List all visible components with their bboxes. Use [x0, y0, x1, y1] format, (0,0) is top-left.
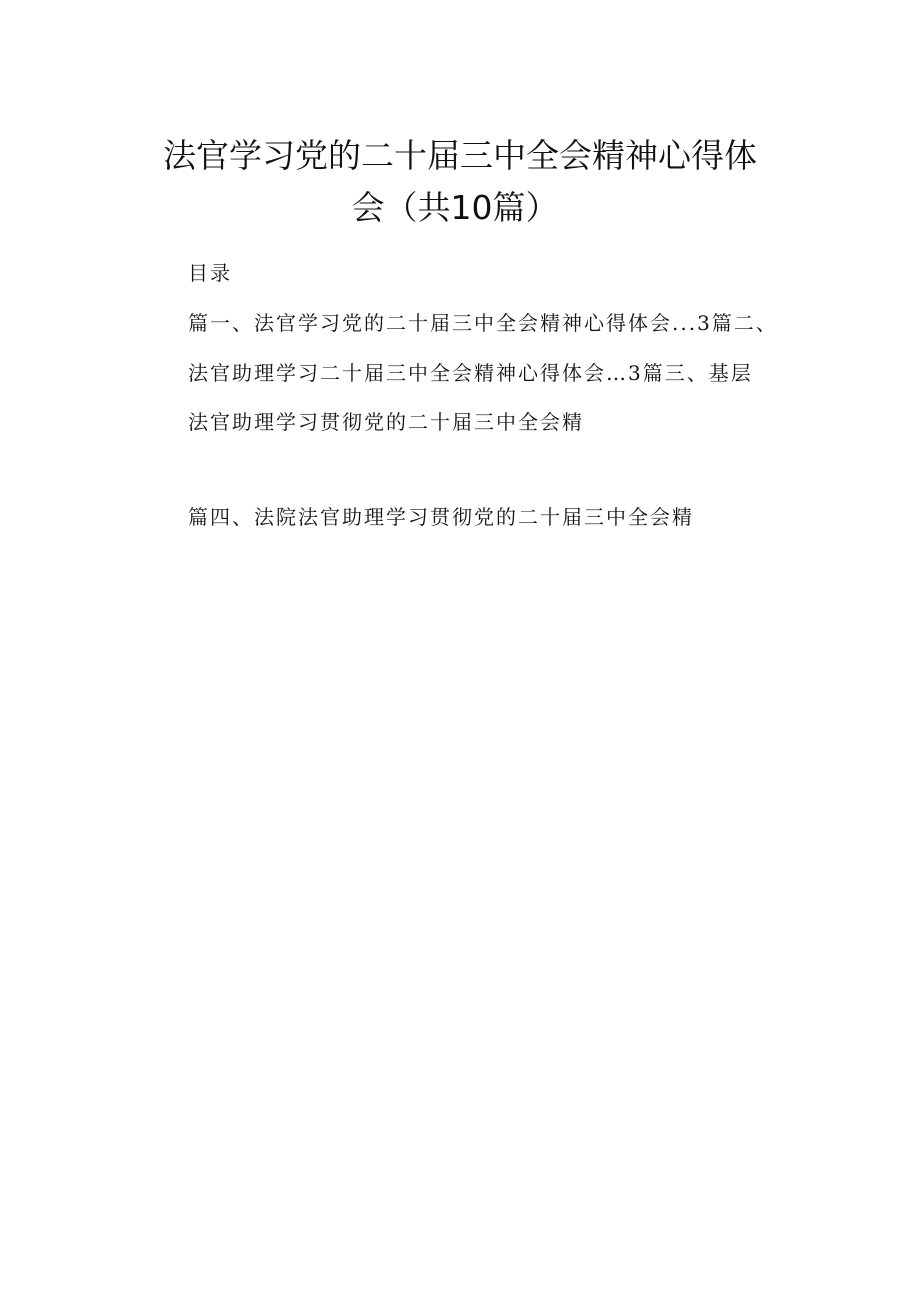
toc-line: 法官助理学习二十届三中全会精神心得体会…3篇三、基层 [188, 361, 753, 385]
toc-heading: 目录 [188, 261, 232, 285]
toc-line: 篇一、法官学习党的二十届三中全会精神心得体会...3篇二、 [188, 311, 778, 335]
toc-line: 篇四、法院法官助理学习贯彻党的二十届三中全会精 [188, 505, 694, 529]
document-title [0, 130, 920, 234]
title-line-1: 法官学习党的二十届三中全会精神心得体 [163, 136, 757, 175]
toc-line: 法官助理学习贯彻党的二十届三中全会精 [188, 410, 584, 434]
title-line-2: 会（共10篇） [351, 188, 559, 227]
